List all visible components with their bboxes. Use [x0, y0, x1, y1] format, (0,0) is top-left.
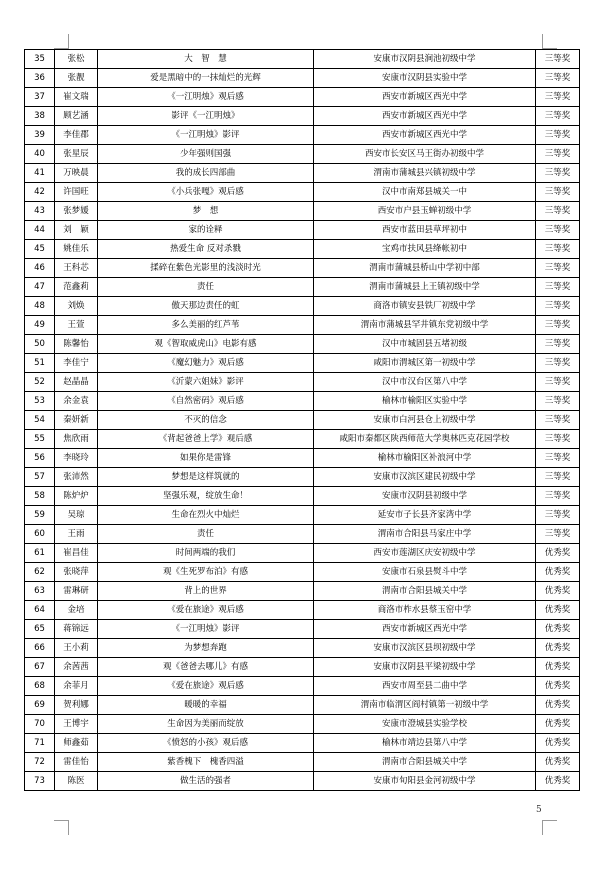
student-name-cell: 张星辰 [55, 145, 98, 164]
school-cell: 安康市汉阴县涧池初级中学 [314, 50, 536, 69]
student-name-cell: 张松 [55, 50, 98, 69]
award-cell: 三等奖 [536, 373, 580, 392]
student-name-cell: 赵晶晶 [55, 373, 98, 392]
table-row [25, 411, 580, 430]
row-number-cell: 73 [25, 772, 55, 791]
table-row [25, 696, 580, 715]
table-row [25, 373, 580, 392]
student-name-cell: 雷佳怡 [55, 753, 98, 772]
table-row [25, 734, 580, 753]
row-number-cell: 56 [25, 449, 55, 468]
essay-title-cell: 观《智取威虎山》电影有感 [98, 335, 314, 354]
essay-title-cell: 影评《一江明烛》 [98, 107, 314, 126]
student-name-cell: 张晓萍 [55, 563, 98, 582]
school-cell: 安康市石泉县熨斗中学 [314, 563, 536, 582]
row-number-cell: 41 [25, 164, 55, 183]
student-name-cell: 李佳宁 [55, 354, 98, 373]
school-cell: 咸阳市秦都区陕西师范大学奥林匹克花园学校 [314, 430, 536, 449]
award-cell: 三等奖 [536, 487, 580, 506]
essay-title-cell: 梦 想 [98, 202, 314, 221]
table-row [25, 278, 580, 297]
student-name-cell: 刘焕 [55, 297, 98, 316]
table-row [25, 145, 580, 164]
award-cell: 优秀奖 [536, 677, 580, 696]
row-number-cell: 58 [25, 487, 55, 506]
school-cell: 安康市汉阴县实验中学 [314, 69, 536, 88]
award-cell: 三等奖 [536, 50, 580, 69]
award-cell: 三等奖 [536, 411, 580, 430]
table-row [25, 316, 580, 335]
award-cell: 三等奖 [536, 126, 580, 145]
school-cell: 渭南市蒲城县桥山中学初中部 [314, 259, 536, 278]
row-number-cell: 50 [25, 335, 55, 354]
school-cell: 咸阳市渭城区第一初级中学 [314, 354, 536, 373]
awards-table [24, 49, 580, 791]
essay-title-cell: 生命在烈火中灿烂 [98, 506, 314, 525]
award-cell: 优秀奖 [536, 734, 580, 753]
student-name-cell: 师鑫茹 [55, 734, 98, 753]
table-row [25, 221, 580, 240]
table-row [25, 88, 580, 107]
student-name-cell: 贺利娜 [55, 696, 98, 715]
school-cell: 渭南市蒲城县上王镇初级中学 [314, 278, 536, 297]
student-name-cell: 王萱 [55, 316, 98, 335]
student-name-cell: 万映晨 [55, 164, 98, 183]
student-name-cell: 顾艺涵 [55, 107, 98, 126]
table-row [25, 50, 580, 69]
student-name-cell: 余菲月 [55, 677, 98, 696]
essay-title-cell: 生命因为美丽而绽放 [98, 715, 314, 734]
table-row [25, 639, 580, 658]
essay-title-cell: 观《生死罗布泊》有感 [98, 563, 314, 582]
essay-title-cell: 少年强则国强 [98, 145, 314, 164]
row-number-cell: 54 [25, 411, 55, 430]
award-cell: 三等奖 [536, 278, 580, 297]
table-row [25, 164, 580, 183]
student-name-cell: 陈医 [55, 772, 98, 791]
school-cell: 安康市汉滨区县坝初级中学 [314, 639, 536, 658]
award-cell: 三等奖 [536, 297, 580, 316]
crop-mark-bottom-right [542, 820, 557, 835]
row-number-cell: 55 [25, 430, 55, 449]
page-number: 5 [536, 805, 542, 815]
row-number-cell: 57 [25, 468, 55, 487]
school-cell: 榆林市榆阳区补浪河中学 [314, 449, 536, 468]
school-cell: 宝鸡市扶风县绛帐初中 [314, 240, 536, 259]
award-cell: 三等奖 [536, 145, 580, 164]
school-cell: 渭南市临渭区阎村镇第一初级中学 [314, 696, 536, 715]
student-name-cell: 陈炉炉 [55, 487, 98, 506]
table-row [25, 468, 580, 487]
award-cell: 三等奖 [536, 525, 580, 544]
essay-title-cell: 暖暖的幸福 [98, 696, 314, 715]
crop-mark-top-right [542, 34, 557, 49]
school-cell: 安康市汉阴县初级中学 [314, 487, 536, 506]
row-number-cell: 67 [25, 658, 55, 677]
row-number-cell: 52 [25, 373, 55, 392]
essay-title-cell: 《魔幻魅力》观后感 [98, 354, 314, 373]
school-cell: 西安市蓝田县草坪初中 [314, 221, 536, 240]
award-cell: 三等奖 [536, 335, 580, 354]
table-row [25, 563, 580, 582]
award-cell: 三等奖 [536, 88, 580, 107]
essay-title-cell: 爱是黑暗中的一抹灿烂的光辉 [98, 69, 314, 88]
row-number-cell: 72 [25, 753, 55, 772]
student-name-cell: 蒋锦远 [55, 620, 98, 639]
essay-title-cell: 我的成长四部曲 [98, 164, 314, 183]
essay-title-cell: 热爱生命 反对杀戮 [98, 240, 314, 259]
table-row [25, 126, 580, 145]
school-cell: 安康市白河县仓上初级中学 [314, 411, 536, 430]
award-cell: 优秀奖 [536, 563, 580, 582]
row-number-cell: 43 [25, 202, 55, 221]
student-name-cell: 余茜茜 [55, 658, 98, 677]
student-name-cell: 雷琳研 [55, 582, 98, 601]
row-number-cell: 51 [25, 354, 55, 373]
table-row [25, 506, 580, 525]
row-number-cell: 69 [25, 696, 55, 715]
essay-title-cell: 做生活的强者 [98, 772, 314, 791]
award-cell: 优秀奖 [536, 772, 580, 791]
award-cell: 优秀奖 [536, 639, 580, 658]
row-number-cell: 35 [25, 50, 55, 69]
student-name-cell: 李晓玲 [55, 449, 98, 468]
essay-title-cell: 责任 [98, 278, 314, 297]
table-row [25, 183, 580, 202]
row-number-cell: 44 [25, 221, 55, 240]
student-name-cell: 陈馨怡 [55, 335, 98, 354]
student-name-cell: 余金袁 [55, 392, 98, 411]
essay-title-cell: 为梦想奔跑 [98, 639, 314, 658]
school-cell: 安康市澄城县实验学校 [314, 715, 536, 734]
row-number-cell: 49 [25, 316, 55, 335]
row-number-cell: 37 [25, 88, 55, 107]
school-cell: 渭南市合阳县城关中学 [314, 582, 536, 601]
table-row [25, 487, 580, 506]
row-number-cell: 70 [25, 715, 55, 734]
essay-title-cell: 《爱在旅途》观后感 [98, 601, 314, 620]
row-number-cell: 40 [25, 145, 55, 164]
student-name-cell: 张梦媛 [55, 202, 98, 221]
school-cell: 商洛市柞水县蔡玉窑中学 [314, 601, 536, 620]
award-cell: 优秀奖 [536, 544, 580, 563]
award-cell: 三等奖 [536, 240, 580, 259]
school-cell: 汉中市城固县五堵初级 [314, 335, 536, 354]
award-cell: 三等奖 [536, 392, 580, 411]
student-name-cell: 崔昌佳 [55, 544, 98, 563]
award-cell: 优秀奖 [536, 753, 580, 772]
school-cell: 西安市莲湖区庆安初级中学 [314, 544, 536, 563]
essay-title-cell: 多么美丽的红芦苇 [98, 316, 314, 335]
school-cell: 榆林市靖边县第八中学 [314, 734, 536, 753]
table-row [25, 69, 580, 88]
school-cell: 安康市汉阴县平梁初级中学 [314, 658, 536, 677]
essay-title-cell: 《一江明烛》影评 [98, 620, 314, 639]
essay-title-cell: 《一江明烛》影评 [98, 126, 314, 145]
table-row [25, 582, 580, 601]
table-row [25, 525, 580, 544]
table-row [25, 772, 580, 791]
essay-title-cell: 紫香槐下 槐香四溢 [98, 753, 314, 772]
award-cell: 三等奖 [536, 107, 580, 126]
school-cell: 西安市户县玉蝉初级中学 [314, 202, 536, 221]
school-cell: 西安市长安区马王街办初级中学 [314, 145, 536, 164]
essay-title-cell: 责任 [98, 525, 314, 544]
student-name-cell: 姚佳乐 [55, 240, 98, 259]
award-cell: 优秀奖 [536, 658, 580, 677]
student-name-cell: 王科芯 [55, 259, 98, 278]
table-row [25, 544, 580, 563]
row-number-cell: 64 [25, 601, 55, 620]
essay-title-cell: 不灭的信念 [98, 411, 314, 430]
school-cell: 榆林市榆阳区实验中学 [314, 392, 536, 411]
essay-title-cell: 背上的世界 [98, 582, 314, 601]
row-number-cell: 68 [25, 677, 55, 696]
row-number-cell: 42 [25, 183, 55, 202]
student-name-cell: 张沛然 [55, 468, 98, 487]
award-cell: 优秀奖 [536, 582, 580, 601]
award-cell: 三等奖 [536, 164, 580, 183]
school-cell: 商洛市镇安县铁厂初级中学 [314, 297, 536, 316]
table-row [25, 354, 580, 373]
award-cell: 优秀奖 [536, 696, 580, 715]
row-number-cell: 38 [25, 107, 55, 126]
row-number-cell: 39 [25, 126, 55, 145]
school-cell: 汉中市汉台区第八中学 [314, 373, 536, 392]
student-name-cell: 刘 颖 [55, 221, 98, 240]
school-cell: 西安市周至县二曲中学 [314, 677, 536, 696]
essay-title-cell: 坚强乐观，绽放生命！ [98, 487, 314, 506]
award-cell: 三等奖 [536, 354, 580, 373]
essay-title-cell: 《背起爸爸上学》观后感 [98, 430, 314, 449]
student-name-cell: 吴琼 [55, 506, 98, 525]
table-row [25, 202, 580, 221]
award-cell: 三等奖 [536, 468, 580, 487]
student-name-cell: 王小莉 [55, 639, 98, 658]
row-number-cell: 60 [25, 525, 55, 544]
award-cell: 三等奖 [536, 316, 580, 335]
student-name-cell: 李佳郡 [55, 126, 98, 145]
row-number-cell: 47 [25, 278, 55, 297]
award-cell: 三等奖 [536, 202, 580, 221]
student-name-cell: 张靓 [55, 69, 98, 88]
student-name-cell: 许国旺 [55, 183, 98, 202]
essay-title-cell: 观《爸爸去哪儿》有感 [98, 658, 314, 677]
table-row [25, 449, 580, 468]
student-name-cell: 范鑫莉 [55, 278, 98, 297]
student-name-cell: 王博宇 [55, 715, 98, 734]
award-cell: 优秀奖 [536, 601, 580, 620]
school-cell: 渭南市合阳县城关中学 [314, 753, 536, 772]
school-cell: 汉中市南郑县城关一中 [314, 183, 536, 202]
award-cell: 三等奖 [536, 221, 580, 240]
school-cell: 西安市新城区西光中学 [314, 620, 536, 639]
row-number-cell: 36 [25, 69, 55, 88]
essay-title-cell: 《自然密码》观后感 [98, 392, 314, 411]
student-name-cell: 金培 [55, 601, 98, 620]
table-row [25, 107, 580, 126]
row-number-cell: 53 [25, 392, 55, 411]
crop-mark-top-left [54, 34, 69, 49]
award-cell: 三等奖 [536, 69, 580, 88]
student-name-cell: 崔文瑞 [55, 88, 98, 107]
table-row [25, 430, 580, 449]
school-cell: 渭南市蒲城县兴镇初级中学 [314, 164, 536, 183]
row-number-cell: 62 [25, 563, 55, 582]
school-cell: 安康市汉滨区建民初级中学 [314, 468, 536, 487]
table-row [25, 677, 580, 696]
essay-title-cell: 家的诠释 [98, 221, 314, 240]
award-cell: 优秀奖 [536, 620, 580, 639]
table-row [25, 601, 580, 620]
essay-title-cell: 《一江明烛》观后感 [98, 88, 314, 107]
table-row [25, 753, 580, 772]
row-number-cell: 61 [25, 544, 55, 563]
table-row [25, 259, 580, 278]
essay-title-cell: 时间两端的我们 [98, 544, 314, 563]
school-cell: 渭南市合阳县马家庄中学 [314, 525, 536, 544]
table-row [25, 658, 580, 677]
essay-title-cell: 揉碎在紫色光影里的浅淡时光 [98, 259, 314, 278]
award-cell: 三等奖 [536, 259, 580, 278]
table-row [25, 240, 580, 259]
school-cell: 西安市新城区西光中学 [314, 126, 536, 145]
row-number-cell: 65 [25, 620, 55, 639]
award-cell: 三等奖 [536, 183, 580, 202]
essay-title-cell: 如果你是雷锋 [98, 449, 314, 468]
essay-title-cell: 《愤怒的小孩》观后感 [98, 734, 314, 753]
school-cell: 西安市新城区西光中学 [314, 88, 536, 107]
school-cell: 西安市新城区西光中学 [314, 107, 536, 126]
essay-title-cell: 大 智 慧 [98, 50, 314, 69]
essay-title-cell: 《爱在旅途》观后感 [98, 677, 314, 696]
student-name-cell: 秦妍新 [55, 411, 98, 430]
award-cell: 三等奖 [536, 506, 580, 525]
row-number-cell: 45 [25, 240, 55, 259]
row-number-cell: 48 [25, 297, 55, 316]
essay-title-cell: 傲天那边责任的虹 [98, 297, 314, 316]
award-cell: 三等奖 [536, 430, 580, 449]
awards-table-body [25, 50, 580, 791]
award-cell: 优秀奖 [536, 715, 580, 734]
table-row [25, 297, 580, 316]
table-row [25, 715, 580, 734]
essay-title-cell: 《沂蒙六姐妹》影评 [98, 373, 314, 392]
crop-mark-bottom-left [54, 820, 69, 835]
school-cell: 延安市子长县齐家湾中学 [314, 506, 536, 525]
table-row [25, 620, 580, 639]
school-cell: 渭南市蒲城县罕井镇东党初级中学 [314, 316, 536, 335]
student-name-cell: 焦欣雨 [55, 430, 98, 449]
table-row [25, 392, 580, 411]
student-name-cell: 王雨 [55, 525, 98, 544]
row-number-cell: 59 [25, 506, 55, 525]
essay-title-cell: 《小兵张嘎》观后感 [98, 183, 314, 202]
essay-title-cell: 梦想是这样筑就的 [98, 468, 314, 487]
school-cell: 安康市旬阳县金河初级中学 [314, 772, 536, 791]
row-number-cell: 71 [25, 734, 55, 753]
row-number-cell: 63 [25, 582, 55, 601]
row-number-cell: 66 [25, 639, 55, 658]
table-row [25, 335, 580, 354]
row-number-cell: 46 [25, 259, 55, 278]
award-cell: 三等奖 [536, 449, 580, 468]
